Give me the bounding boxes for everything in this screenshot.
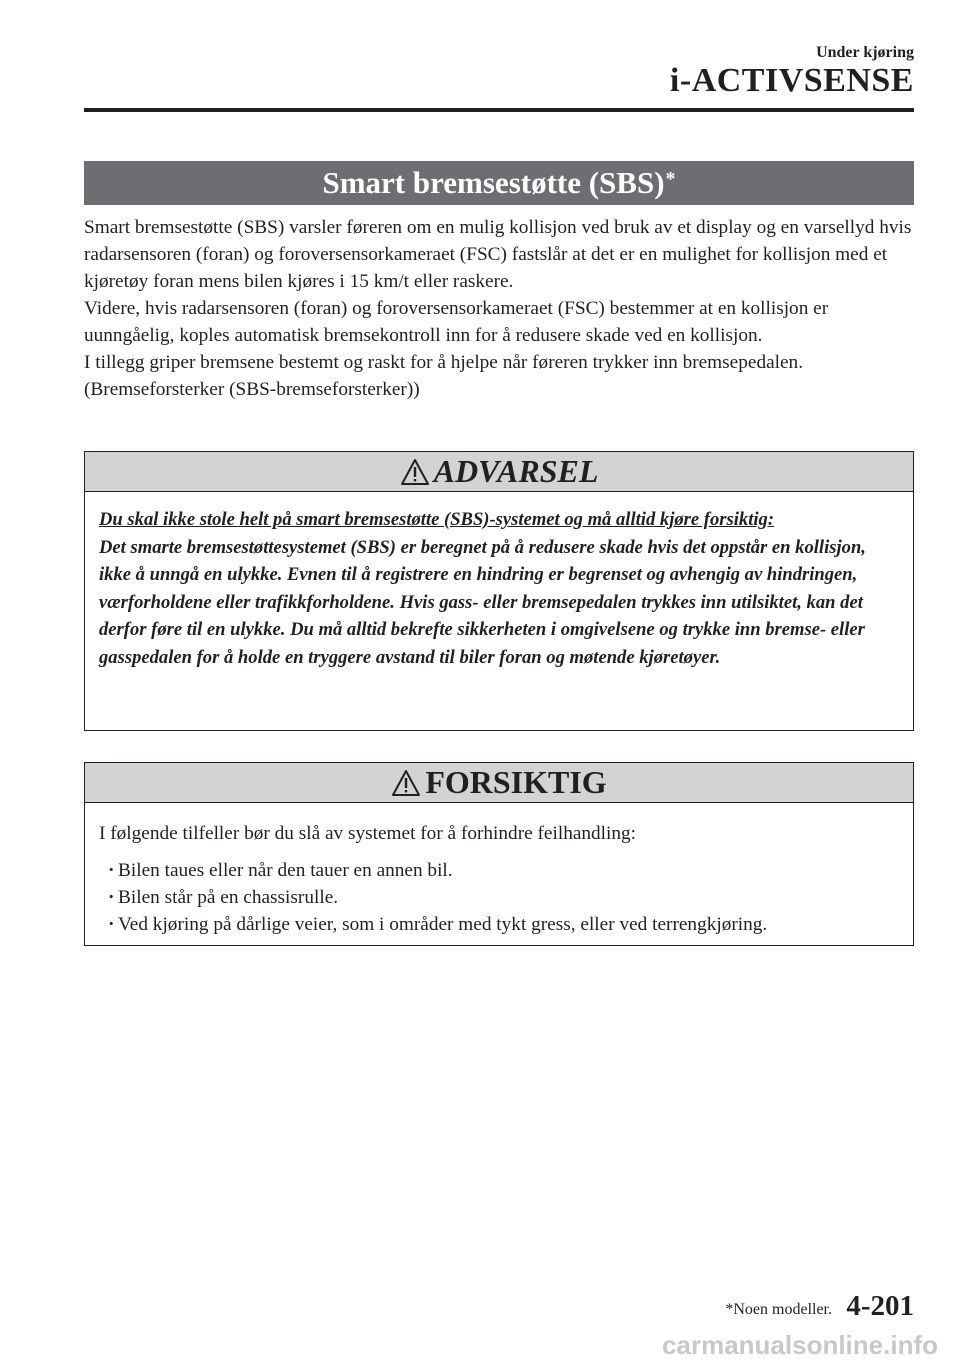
warning-box-header (85, 452, 913, 492)
warning-box (84, 451, 914, 731)
header-rule (84, 108, 914, 112)
caution-box (84, 762, 914, 946)
page-title-marker: * (665, 167, 676, 190)
warning-box-body (85, 492, 913, 671)
intro-paragraph-2: Videre, hvis radarsensoren (foran) og foroversensorkameraet (FSC) bestemmer at en kollisjon er uunngåelig, koples automatisk bremsekontroll inn for å redusere skade ved en kollisjon. (84, 298, 829, 346)
page-number: 4-201 (846, 1290, 914, 1322)
page-title (84, 161, 914, 205)
warning-lead: Du skal ikke stole helt på smart bremsestøtte (SBS)-systemet og må alltid kjøre forsiktig: (99, 509, 775, 530)
caution-list (99, 857, 899, 938)
list-item: · Bilen taues eller når den tauer en annen bil. (113, 857, 899, 884)
footer-note: *Noen modeller. (725, 1301, 832, 1318)
caution-box-header (85, 763, 913, 803)
header-section: Under kjøring (816, 44, 914, 61)
caution-heading: FORSIKTIG (425, 764, 607, 800)
watermark: carmanualsonline.info (662, 1330, 938, 1360)
warning-heading: ADVARSEL (433, 453, 599, 489)
page-title-text: Smart bremsestøtte (SBS) (322, 165, 665, 200)
intro-text (84, 214, 914, 403)
list-item: · Bilen står på en chassisrulle. (113, 884, 899, 911)
warning-text: Det smarte bremsestøttesystemet (SBS) er beregnet på å redusere skade hvis det oppstår en kollisjon, ikke å unngå en ulykke. Evnen til å registrere en hindring er begrenset og avhengig av hindringen, værforholdene eller trafikkforholdene. Hvis gass- eller bremsepedalen trykkes inn utilsiktet, kan det derfor føre til en ulykke. Du må alltid bekrefte sikkerheten i omgivelsene og trykke inn bremse- eller gasspedalen for å holde en tryggere avstand til biler foran og møtende kjøretøyer. (99, 536, 866, 668)
warning-triangle-icon (400, 458, 430, 486)
list-item: · Ved kjøring på dårlige veier, som i områder med tykt gress, eller ved terrengkjøring. (113, 911, 899, 938)
caution-box-body (85, 803, 913, 938)
warning-triangle-icon (391, 769, 421, 797)
intro-paragraph-1: Smart bremsestøtte (SBS) varsler føreren om en mulig kollisjon ved bruk av et display og en varsellyd hvis radarsensoren (foran) og foroversensorkameraet (FSC) fastslår at det er en mulighet for kollisjon med et kjøretøy foran mens bilen kjøres i 15 km/t eller raskere. (84, 217, 912, 292)
intro-paragraph-3: I tillegg griper bremsene bestemt og raskt for å hjelpe når føreren trykker inn bremsepedalen. (Bremseforsterker (SBS-bremseforsterker)) (84, 352, 804, 400)
caution-intro: I følgende tilfeller bør du slå av systemet for å forhindre feilhandling: (99, 823, 637, 844)
header-chapter: i-ACTIVSENSE (669, 62, 914, 99)
